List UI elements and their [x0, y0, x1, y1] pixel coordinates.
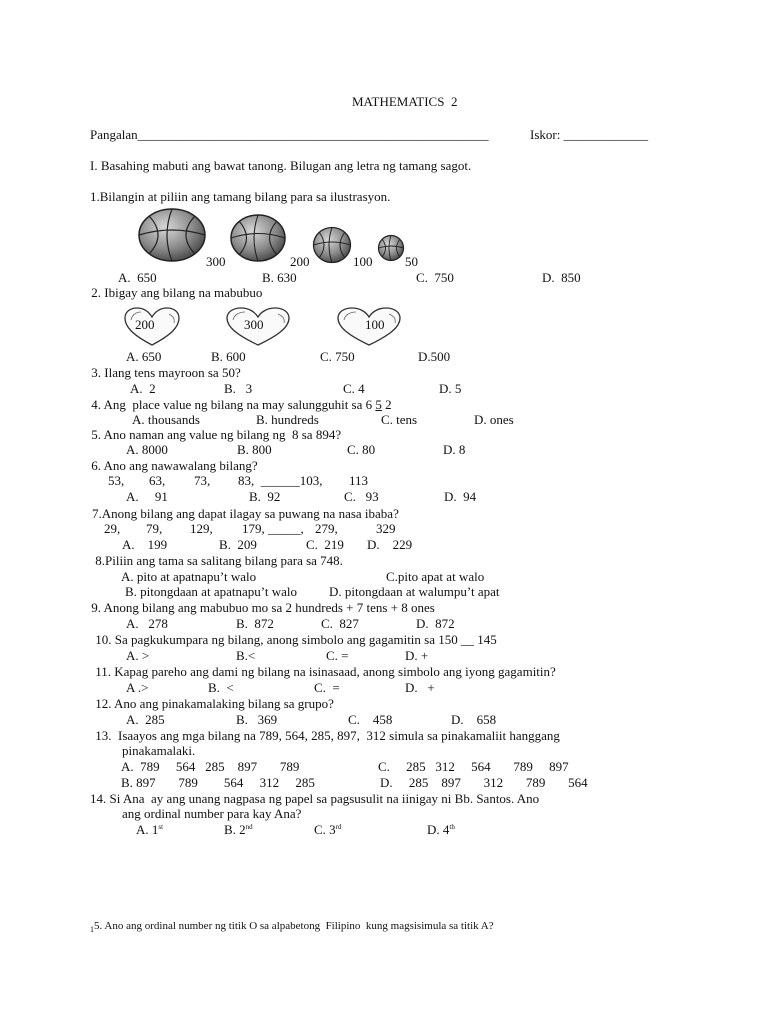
sequence-item: 129, — [190, 521, 213, 536]
instruction: I. Basahing mabuti ang bawat tanong. Bilugan ang letra ng tamang sagot. — [90, 158, 472, 173]
heart-label: 100 — [365, 317, 385, 332]
choice-b[interactable]: B. 2nd — [224, 822, 253, 837]
sequence-item: 113 — [349, 473, 369, 488]
question-5: 5. Ano naman ang value ng bilang ng 8 sa 894? — [88, 427, 342, 442]
basketball-icon — [137, 207, 207, 263]
choice-c[interactable]: C. tens — [381, 412, 418, 427]
basketball-icon — [377, 234, 405, 262]
choice-d[interactable]: D. 4th — [427, 822, 455, 837]
choice-a[interactable]: A. 2 — [130, 381, 156, 396]
choice-d[interactable]: D. 872 — [416, 616, 455, 631]
choice-d[interactable]: D. 285 897 312 789 564 — [380, 775, 588, 790]
choice-c[interactable]: C. 80 — [347, 442, 376, 457]
choice-c[interactable]: C. 4 — [343, 381, 365, 396]
choice-a[interactable]: A. 650 — [126, 349, 162, 364]
choice-c[interactable]: C. 827 — [321, 616, 359, 631]
name-field[interactable] — [90, 127, 489, 142]
choice-b[interactable]: B. 872 — [236, 616, 274, 631]
question-12: 12. Ano ang pinakamalaking bilang sa grupo? — [92, 696, 334, 711]
choice-d[interactable]: D. + — [405, 680, 435, 695]
question-9: 9. Anong bilang ang mabubuo mo sa 2 hundreds + 7 tens + 8 ones — [88, 600, 435, 615]
choice-a[interactable]: A. 650 — [118, 270, 157, 285]
sequence-item: 53, — [108, 473, 125, 488]
basketball-icon — [312, 226, 352, 264]
choice-c[interactable]: C. = — [326, 648, 349, 663]
choice-a[interactable]: A. 8000 — [126, 442, 168, 457]
choice-b[interactable]: B. 209 — [219, 537, 257, 552]
sequence-item: 279, — [315, 521, 338, 536]
heart-label: 200 — [135, 317, 155, 332]
choice-b[interactable]: B. 600 — [211, 349, 246, 364]
question-14: 14. Si Ana ay ang unang nagpasa ng papel sa pagsusulit na iinigay ni Bb. Santos. Ano — [90, 791, 540, 806]
choice-d[interactable]: D. 658 — [451, 712, 497, 727]
choice-d[interactable]: D. 8 — [443, 442, 466, 457]
choice-b[interactable]: B. < — [208, 680, 234, 695]
question-13: 13. Isaayos ang mga bilang na 789, 564, 285, 897, 312 simula sa pinakamaliit hanggang — [92, 728, 560, 743]
question-11: 11. Kapag pareho ang dami ng bilang na isinasaad, anong simbolo ang iyong gagamitin? — [92, 664, 556, 679]
page-title: MATHEMATICS 2 — [352, 94, 458, 109]
choice-a[interactable]: A. 199 — [122, 537, 168, 552]
sequence-item: 79, — [146, 521, 163, 536]
choice-c[interactable]: C. 219 — [306, 537, 344, 552]
choice-d[interactable]: D. pitongdaan at walumpu’t apat — [329, 584, 500, 599]
choice-b[interactable]: B. 897 789 564 312 285 — [121, 775, 315, 790]
choice-a[interactable]: A. 91 — [126, 489, 168, 504]
choice-a[interactable]: A. thousands — [132, 412, 200, 427]
choice-d[interactable]: D. + — [405, 648, 429, 663]
choice-a[interactable]: A. 278 — [126, 616, 168, 631]
question-4: 4. Ang place value ng bilang na may salungguhit sa 6 5 2 — [88, 397, 392, 412]
choice-b[interactable]: B. 369 — [236, 712, 278, 727]
question-2: 2. Ibigay ang bilang na mabubuo — [88, 285, 263, 300]
score-field[interactable] — [530, 127, 648, 142]
choice-d[interactable]: D. 850 — [542, 270, 581, 285]
choice-c[interactable]: C.pito apat at walo — [386, 569, 485, 584]
sequence-item: 63, — [149, 473, 166, 488]
sequence-item: 329 — [376, 521, 396, 536]
question-15: $_1$5. Ano ang ordinal number ng titik O sa alpabetong Filipino kung magsisimula sa titik A? — [90, 920, 494, 934]
choice-c[interactable]: C. = — [314, 680, 340, 695]
question-10: 10. Sa pagkukumpara ng bilang, anong simbolo ang gagamitin sa 150 __ 145 — [92, 632, 497, 647]
choice-b[interactable]: B. 630 — [262, 270, 297, 285]
heart-label: 300 — [244, 317, 264, 332]
ball-label: 300 — [206, 254, 226, 269]
sequence-item: 29, — [104, 521, 121, 536]
ball-label: 50 — [405, 254, 418, 269]
name-line: ______________________________________________________ — [137, 127, 489, 142]
choice-c[interactable]: C. 458 — [348, 712, 393, 727]
choice-b[interactable]: B. 3 — [224, 381, 253, 396]
choice-a[interactable]: A. 285 — [126, 712, 165, 727]
choice-a[interactable]: A. 789 564 285 897 789 — [121, 759, 300, 774]
basketball-icon — [229, 213, 287, 263]
sequence-item: 73, — [194, 473, 211, 488]
choice-c[interactable]: C. 3rd — [314, 822, 342, 837]
choice-b[interactable]: B.< — [236, 648, 256, 663]
name-label: Pangalan — [90, 127, 138, 142]
choice-d[interactable]: D. ones — [474, 412, 514, 427]
ball-label: 200 — [290, 254, 310, 269]
choice-b[interactable]: B. 92 — [249, 489, 281, 504]
choice-c[interactable]: C. 750 — [320, 349, 355, 364]
score-label: Iskor: — [530, 127, 564, 142]
question-7: 7.Anong bilang ang dapat ilagay sa puwang na nasa ibaba? — [92, 506, 399, 521]
question-13-cont: pinakamalaki. — [122, 743, 196, 758]
underlined-digit: 5 — [375, 397, 382, 412]
sequence-item: 179, _____, — [242, 521, 304, 536]
choice-c[interactable]: C. 750 — [416, 270, 454, 285]
question-6: 6. Ano ang nawawalang bilang? — [88, 458, 258, 473]
choice-b[interactable]: B. 800 — [237, 442, 272, 457]
question-1: 1.Bilangin at piliin ang tamang bilang para sa ilustrasyon. — [90, 189, 391, 204]
question-14-cont: ang ordinal number para kay Ana? — [122, 806, 302, 821]
choice-d[interactable]: D. 94 — [444, 489, 477, 504]
choice-a[interactable]: A. > — [126, 648, 150, 663]
choice-a[interactable]: A .> — [126, 680, 149, 695]
choice-b[interactable]: B. pitongdaan at apatnapu’t walo — [125, 584, 297, 599]
choice-b[interactable]: B. hundreds — [256, 412, 319, 427]
question-3: 3. Ilang tens mayroon sa 50? — [88, 365, 241, 380]
ball-label: 100 — [353, 254, 373, 269]
choice-d[interactable]: D. 229 — [367, 537, 413, 552]
choice-a[interactable]: A. 1st — [136, 822, 164, 837]
choice-c[interactable]: C. 93 — [344, 489, 379, 504]
question-8: 8.Piliin ang tama sa salitang bilang para sa 748. — [92, 553, 343, 568]
choice-a[interactable]: A. pito at apatnapu’t walo — [121, 569, 257, 584]
choice-d[interactable]: D. 5 — [439, 381, 462, 396]
sequence-item: 83, ______103, — [238, 473, 323, 488]
choice-d[interactable]: D.500 — [418, 349, 451, 364]
choice-c[interactable]: C. 285 312 564 789 897 — [378, 759, 569, 774]
score-line: _____________ — [563, 127, 649, 142]
